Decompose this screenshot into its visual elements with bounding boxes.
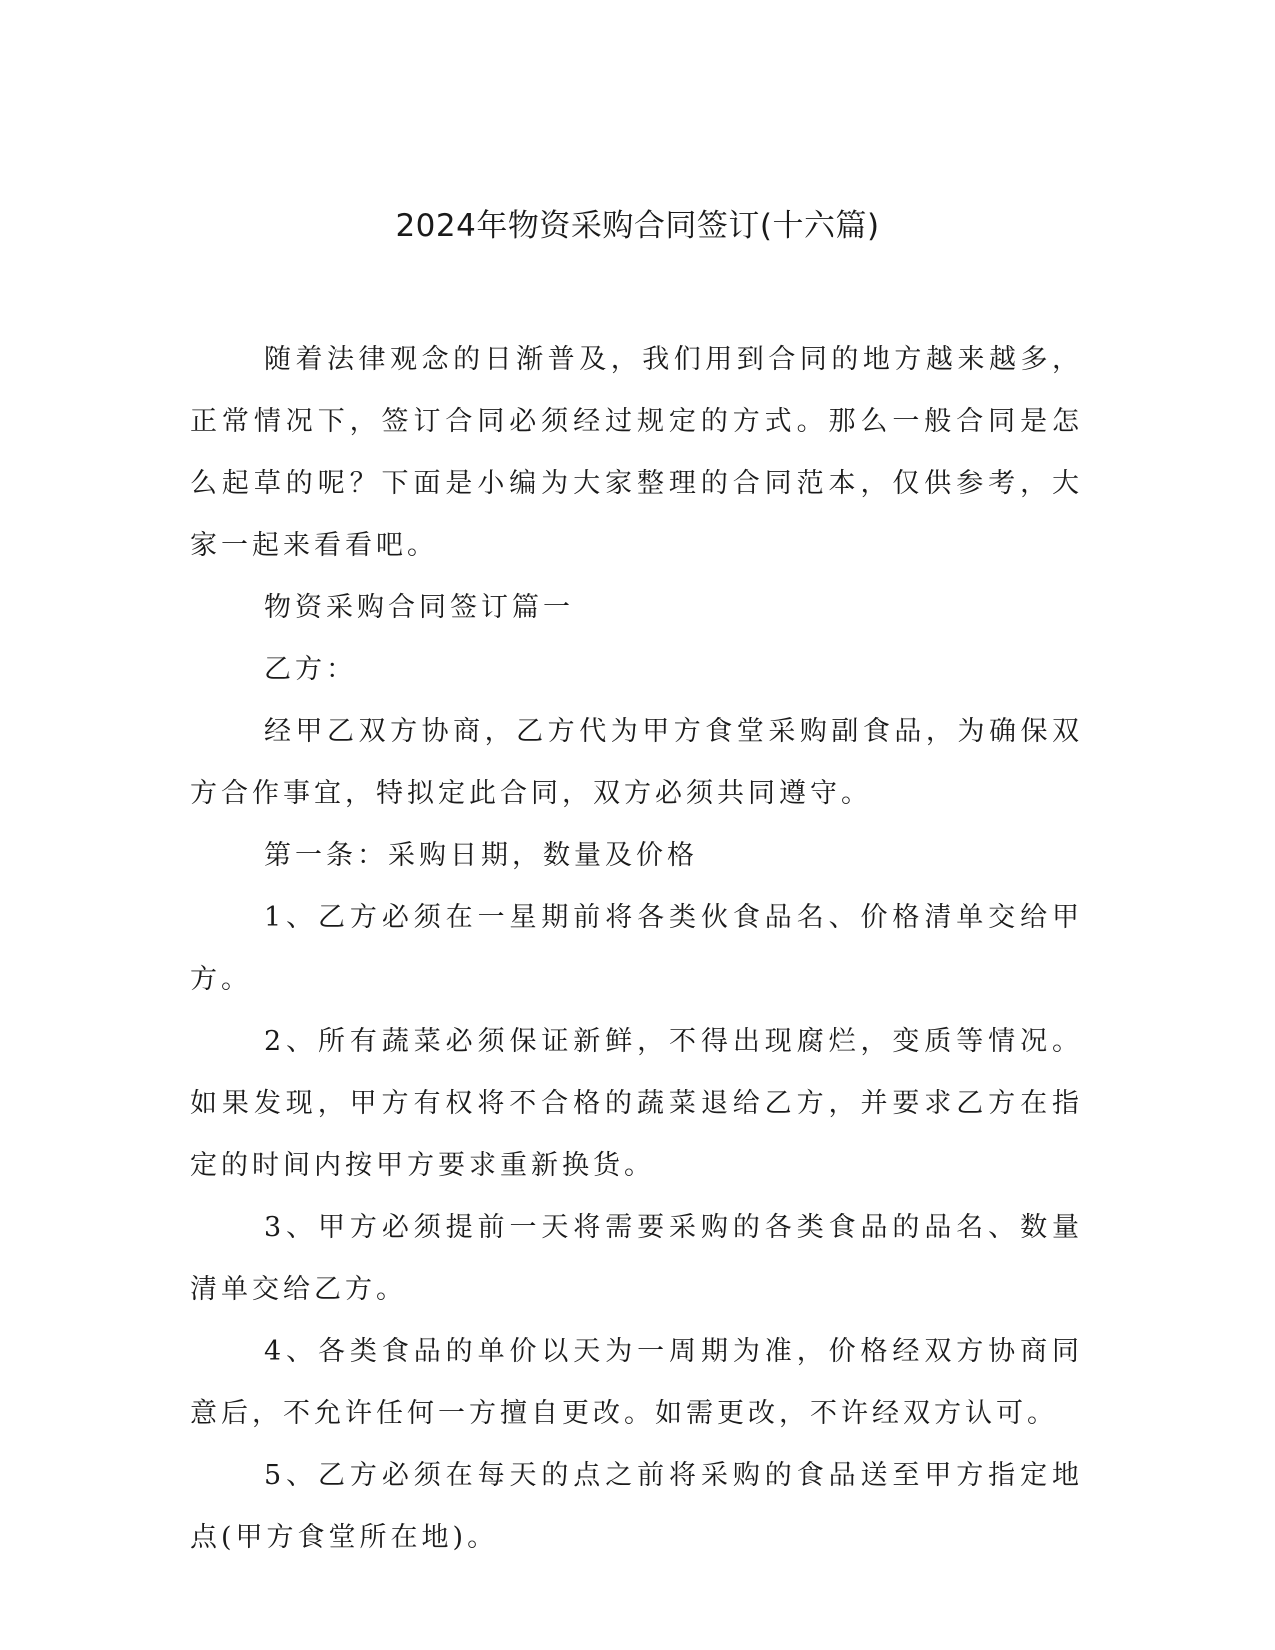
- party-b-label: 乙方：: [264, 654, 357, 685]
- clause-3: 3、甲方必须提前一天将需要采购的各类食品的品名、数量清单交给乙方。: [190, 1212, 1083, 1305]
- clause-1: 1、乙方必须在一星期前将各类伙食品名、价格清单交给甲方。: [190, 902, 1083, 995]
- clause-4: 4、各类食品的单价以天为一周期为准，价格经双方协商同意后，不允许任何一方擅自更改。如需更改，不许经双方认可。: [190, 1336, 1083, 1429]
- clause-5: 5、乙方必须在每天的点之前将采购的食品送至甲方指定地点(甲方食堂所在地)。: [190, 1460, 1083, 1553]
- intro-paragraph: 随着法律观念的日渐普及，我们用到合同的地方越来越多，正常情况下，签订合同必须经过规定的方式。那么一般合同是怎么起草的呢？下面是小编为大家整理的合同范本，仅供参考，大家一起来看看吧。: [190, 344, 1083, 561]
- article-heading: 第一条：采购日期，数量及价格: [264, 840, 698, 871]
- agreement-paragraph: 经甲乙双方协商，乙方代为甲方食堂采购副食品，为确保双方合作事宜，特拟定此合同，双方必须共同遵守。: [190, 716, 1083, 809]
- document-body: [190, 329, 1083, 1569]
- document-title: 2024年物资采购合同签订(十六篇): [395, 208, 880, 244]
- section-heading: 物资采购合同签订篇一: [264, 592, 574, 623]
- clause-2: 2、所有蔬菜必须保证新鲜，不得出现腐烂，变质等情况。如果发现，甲方有权将不合格的蔬菜退给乙方，并要求乙方在指定的时间内按甲方要求重新换货。: [190, 1026, 1083, 1181]
